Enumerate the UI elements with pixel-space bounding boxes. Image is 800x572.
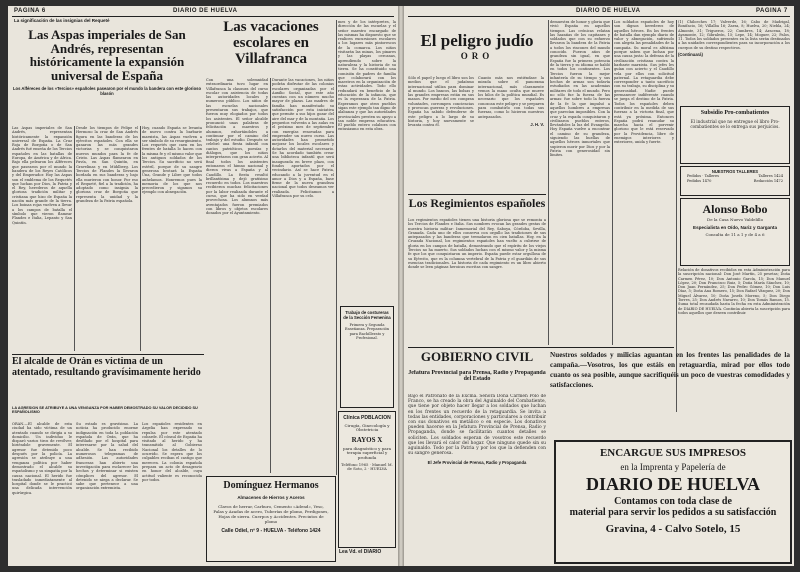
aspas-headline-block (12, 28, 202, 124)
dominguez-sub: Almacenes de Hierros y Aceros (237, 494, 305, 500)
peligro-headline-block (408, 32, 546, 72)
left-page (8, 6, 399, 566)
section-rule (12, 354, 204, 355)
regimientos-text: Los regimientos españoles tienen una historia gloriosa que se remonta a los Tercios de Flandes e Italia. Sus nombres evocan las grandes gestas de nuestra historia militar: Inmemorial del Rey, Saboya, Córdoba, Sevilla, Granada. Cada uno de ellos conserva con orgullo las tradiciones de sus antepasados y las banderas que tremolaron en cien batallas. Hoy, en la Cruzada Nacional, los regimientos españoles han vuelto a cubrirse de gloria en los campos de batalla, demostrando que el espíritu de los viejos Tercios no ha muerto. Sus soldados luchan con el mismo valor y la misma fe que los que conquistaron un imperio. España puede estar orgullosa de su Ejército, que es la columna vertebral de la Patria y el guardián de sus esencias tradicionales. La historia de cada regimiento es un libro abierto donde se leen páginas heroicas escritas con sangre. (408, 218, 546, 270)
regimientos-headline: Los Regimientos españoles (408, 197, 546, 210)
talleres-line: Pedidos · Talleres (687, 174, 719, 178)
oran-subhead-block (12, 406, 204, 420)
vacaciones-col-3 (338, 20, 396, 310)
subsidio-text: El industrial que no entregue el libro Pro-combatientes se lo entrega sus perjuicios. (690, 119, 780, 130)
gobierno-footer: El Jefe Provincial de Prensa, Radio y Propaganda (427, 460, 527, 466)
oran-col-1 (12, 422, 72, 562)
closing-block (550, 350, 790, 440)
oran-headline-block (12, 357, 204, 405)
sidebar-list-text: Relación de donativos recibidos en esta Administración para la suscripción nacional: Don José Martín, 25 pesetas; Doña Carmen Pérez, 10; Don Antonio García, 15; Don Manuel López, 20; Don Francisco Ruiz, 5; Doña María Sánchez, 10; Don Juan Fernández, 25; Don Pedro Gómez, 10; Don Luis Díaz, 5; Doña Ana Romero, 15; Don Rafael Vázquez, 20; Don Miguel Álvarez, 10; Doña Josefa Moreno, 5; Don Diego Torres, 25; Don Andrés Navarro, 10; Don Tomás Ramos, 15. Suma total recaudada hasta la fecha en esta Administración de DIARIO DE HUELVA. Continúa abierta la suscripción para todos aquellos que deseen contribuir. (678, 268, 790, 315)
ad-dominguez (206, 476, 336, 562)
right-masthead: DIARIO DE HUELVA (576, 8, 641, 14)
bobo-line: Especialista en Oído, Nariz y Garganta (693, 224, 777, 230)
diario-line4: Contamos con toda clase de (614, 495, 732, 507)
peligro-col-2 (478, 76, 544, 191)
kicker: La significación de las insignias del Requeté (14, 18, 110, 23)
bobo-hours: Consulta de 11 a 1 y de 4 a 6 (705, 231, 765, 237)
aspas-subhead: Los Alféreces de los «Tercios» españoles pasearon por el mundo la bandera con este glorioso blasón (12, 85, 202, 96)
column-divider (140, 126, 141, 351)
clinica-address: Teléfono 1965 · Manuel M. de Soto, 2 · HUELVA (341, 461, 393, 472)
regimientos-headline-block (408, 197, 546, 217)
dominguez-name: Domínguez Hermanos (223, 480, 319, 491)
section-rule (408, 347, 674, 348)
oran-body-2: Su estado es gravísimo. La noticia ha producido enorme indignación en toda la población española de Orán, que ha desfilado por el hospital para interesarse por la salud del alcalde. Se han recibido numerosos telegramas de adhesión. Las autoridades francesas han abierto una investigación para esclarecer los hechos y determinar si existen cómplices del agresor. El detenido se niega a declarar. Se sabe que pertenece a una organización extremista. (76, 422, 138, 491)
oran-col-2 (76, 422, 138, 562)
clinica-diag: para diagnóstico y para terapia superficial y profunda (343, 445, 391, 460)
gobierno-body (408, 394, 546, 548)
vacaciones-col-2 (272, 78, 334, 473)
newspaper-spread (8, 6, 794, 566)
peligro-signature: J. H. V. (530, 121, 544, 127)
regimientos-body (408, 218, 546, 344)
talleres-line: Talleres 1424 (758, 174, 783, 178)
notice-box (340, 306, 394, 408)
left-masthead: DIARIO DE HUELVA (173, 8, 238, 14)
vacaciones-body-1: Con una solemnidad extraordinaria tuvo lugar en Villafranca la clausura del curso escolar con asistencia de todas las autoridades locales y numeroso público. Los niños de las escuelas nacionales presentaron sus trabajos, que fueron muy elogiados por todos los asistentes. El señor alcalde pronunció unas palabras de felicitación a maestros y alumnos, exhortándoles a continuar por el camino del trabajo y del estudio. Después se celebró una fiesta infantil con cantos patrióticos, poesías y diálogos, que los niños interpretaron con gran acierto. Al final todos los asistentes entonaron el himno nacional y dieron vivas a España y al Caudillo. La fiesta resultó brillantísima y dejó gratísimo recuerdo en todos. Los maestros recibieron muchas felicitaciones por la labor realizada durante el curso, que ha sido en verdad provechosa. Los alumnos más aventajados fueron premiados con libros y objetos escolares donados por el Ayuntamiento. (206, 78, 268, 216)
diario-line5: material para servir los pedidos a su satisfacción (569, 507, 777, 519)
right-folio: PAGINA 7 (756, 8, 788, 14)
right-col-3-text: Los soldados españoles de hoy son dignos herederos de aquellos héroes. En los frentes de batalla dan ejemplo diario de valor y abnegación, sufriendo con alegría las penalidades de la campaña. Su moral es altísima porque saben que luchan por una causa justa: la defensa de la civilización cristiana contra la barbarie marxista. Sus jefes les guían con acierto y el Caudillo vela por ellos con solicitud paternal. La retaguardia debe corresponder a tanto sacrificio con su trabajo, su disciplina y su generosidad. Nadie puede permanecer indiferente cuando se juega el destino de la Patria. Todos los españoles deben contribuir en la medida de sus fuerzas a la victoria final, que está ya próxima. Entonces España podrá reanudar su marcha hacia el porvenir glorioso que le está reservado por la Providencia, libre de enemigos interiores y exteriores, unida y fuerte. (614, 20, 674, 145)
talleres-lines (681, 179, 789, 184)
gobierno-headline: GOBIERNO CIVIL (420, 350, 534, 364)
column-divider (612, 20, 613, 345)
header-rule (408, 16, 790, 17)
aspas-body-2: Desde los tiempos de Felipe el Hermoso la cruz de San Andrés figura en las banderas de los ejércitos españoles. Con ella se ganaron las más grandes victorias y se conquistaron nuevos mundos para la fe de Cristo. Las Aspas flamearon en Pavía, en San Quintín, en Gravelinas y en Mühlberg. Los Tercios de Flandes la llevaron bordada en sus banderas y bajo ella murieron con honor. Por eso el Requeté, fiel a la tradición, ha adoptado como insignia la gloriosa cruz de Borgoña que representa la unidad y la grandeza de la Patria española. (76, 126, 138, 204)
gobierno-subhead: Jefatura Provincial para Prensa, Radio y Propaganda del Estado (408, 370, 546, 383)
column-divider (336, 20, 337, 475)
oran-headline: El alcalde de Orán es víctima de un atentado, resultando gravísimamente herido (12, 357, 201, 378)
right-col-2-text: demuestra de honor y gloria que vivió España en aquellos tiempos. Las crónicas relatan las hazañas de los capitanes y soldados que con su esfuerzo llevaron la bandera de la Patria a todos los rincones del mundo conocido. Fueron años de grandeza sin igual, en que España fue la primera potencia de la tierra y su idioma se habló en todos los continentes. Los Tercios fueron la mejor infantería de su tiempo y sus hechos de armas son todavía estudiados en las academias militares de todo el mundo. Pero no sólo fue la fuerza de las armas: fue sobre todo la fuerza de la fe la que impulsó a aquellos hombres a empresas que parecían imposibles. Con la cruz y la espada conquistaron y civilizaron pueblos enteros, llevándoles la luz del Evangelio. Hoy España vuelve a encontrar el camino de su grandeza, siguiendo las huellas de aquellos héroes inmortales que supieron morir por Dios y por la Patria con generosidad sin límites. (550, 20, 610, 158)
talleres-line: Pedidos 1470 (687, 178, 712, 183)
vacaciones-headline: Las vacaciones escolares en Villafranca (223, 20, 319, 67)
oran-body-1: ORAN.—El alcalde de esta ciudad ha sido víctima de un atentado cuando se dirigía a su domicilio. Un individuo le disparó varios tiros de revólver, hiriéndole gravemente. El agresor fue detenido poco después por la policía. La agresión se atribuye a una venganza política por haber demostrado el alcalde su españolismo y su simpatía por la causa nacional. El herido fue trasladado inmediatamente al hospital donde se le practicó una delicada intervención quirúrgica. (12, 422, 72, 495)
talleres-title: NUESTROS TALLERES (711, 169, 759, 174)
vacaciones-col-1 (206, 78, 268, 473)
aspas-col-1 (12, 126, 72, 351)
peligro-col-1 (408, 76, 474, 191)
header-rule (12, 16, 394, 17)
sidebar-continuara: (Continuará) (678, 52, 703, 58)
sidebar-top-text: (1) Chiloeches 17; Valverde, 16; Cabo de Madrigal, Bonifacio, 16; Villalba 16; Zarza, 8; Huelva, 20; Niebla, 24; Almonte, 31; Trigueros, 22; Cumbres, 14; Aracena, 18; Ayamonte, 12; Gibraleón, 15; Lepe, 14; Moguer, 22; Palos, 11. Todos los soldados presentes en la lista serán destinados a las unidades correspondientes para su incorporación a los cuerpos de su destino respectivos. (678, 20, 790, 50)
column-divider (270, 78, 271, 473)
aspas-col-2 (76, 126, 138, 351)
ad-reader: Lea Vd. el DIARIO (339, 549, 382, 555)
aspas-col-3 (142, 126, 202, 351)
bobo-name: Alonso Bobo (702, 202, 768, 216)
diario-line3: DIARIO DE HUELVA (585, 473, 761, 494)
oran-body-3: Los españoles residentes en Argelia han expresado su repulsa por este atentado cobarde. El cónsul de España ha visitado al herido y ha transmitido al Gobierno Nacional los detalles de lo ocurrido. Se espera que los culpables reciban el castigo que merecen. La colonia española prepara un acto de desagravio en honor del alcalde, cuya actitud valiente es reconocida por todos. (142, 422, 202, 482)
gobierno-subhead-block (408, 370, 546, 392)
gobierno-headline-block (408, 350, 546, 368)
talleres-line: Redacción 1472 (753, 178, 783, 183)
aspas-body-1: Las Aspas imperiales de San Andrés, representan históricamente la expansión universal de España. La Cruz Roja de Borgoña o de San Andrés fué enseña de los Tercios españoles en las batallas de Europa, de América y de Africa. Bajo ella pelearon los Alféreces que pasearon por el mundo la bandera de los Reyes Católicos y del Emperador. Hoy las Aspas son el emblema de los Requetés que luchan por Dios, la Patria y el Rey, herederos de aquella gloriosa tradición militar y cristiana que hizo de España la nación más grande de la tierra. Los boinas rojas vuelven a llevar a los campos de batalla el símbolo que vieron flamear Flandes e Italia, Lepanto y San Quintín. (12, 126, 72, 225)
oran-col-3 (142, 422, 202, 562)
column-divider (74, 126, 75, 351)
right-col-2 (550, 20, 610, 345)
right-page (404, 6, 794, 566)
section-rule (408, 194, 546, 195)
subsidio-box (680, 106, 790, 164)
ad-clinica (338, 411, 396, 548)
clinica-services: Cirugía, Ginecología y Obstetricia (344, 423, 390, 433)
peligro-headline: El peligro judío (420, 32, 534, 50)
oran-subhead: LA AGRESION SE ATRIBUYE A UNA VENGANZA POR HABER DEMOSTRADO SU VALOR DECIDIDO SU ESPAÑOLISMO (12, 406, 198, 414)
peligro-word: ORO (460, 50, 494, 61)
left-folio: PAGINA 6 (14, 8, 46, 14)
aspas-headline: Las Aspas imperiales de San Andrés, representan históricamente la expansión universal de España (28, 28, 186, 83)
vacaciones-body-2: Durante las vacaciones, los niños podrán disfrutar de las colonias escolares organizadas por el Auxilio Social, que este año cuentan con un número mucho mayor de plazas. Las madres de familia han manifestado su satisfacción por esta iniciativa que permite a sus hijos gozar del aire del mar y de la montaña. Los pequeños volverán a las aulas en el próximo mes de septiembre con energías renovadas para emprender un nuevo curso. Las autoridades han prometido mejorar los locales escolares y dotarlos del material necesario. Se ha acordado también crear una biblioteca infantil que será inaugurada en breve plazo, con fondos aportados por el vecindario. Así se hace Patria, educando a la juventud en el amor a Dios y a España, base firme de la nueva grandeza nacional que todos deseamos ver realizada. Felicitamos a Villafranca por su celo. (272, 78, 334, 199)
bobo-sub: De la Casa Nuevo Valdelillo (707, 216, 763, 222)
ad-diario (554, 440, 792, 564)
subsidio-title: Subsidio Pro-combatientes (700, 110, 770, 116)
vacaciones-body-3: mes y de los intérpretes, la dirección de las escuelas y el señor maestro encargado de las mismas ha dispuesto que se realicen excursiones escolares a los lugares más pintorescos de la comarca. Los niños visitarán las minas, los pinares y las playas cercanas, aprendiendo sobre la naturaleza y la historia de su tierra. Se ha constituido una comisión de padres de familia que colaborará con los maestros en la organización de estas actividades. Todo ello redundará en beneficio de la educación de la infancia, que es la esperanza de la Patria. Esperamos que otros pueblos sigan este ejemplo tan digno de alabanza y que las autoridades provinciales presten su apoyo a tan noble empresa educativa. El pueblo entero colabora con entusiasmo en esta obra. (338, 20, 396, 132)
column-divider (548, 20, 549, 345)
talleres-box (680, 166, 790, 196)
diario-line2: en la Imprenta y Papelería de (620, 461, 726, 472)
notice-title: Trabajo de costureras de la Sección Femenina (343, 310, 391, 320)
dominguez-body: Clavos de herrar, Carburo, Cemento «Adend», Yeso, Palas y Azadas de acero, Tuberías de plomo, Perdigones, Hojas de sierra. Cuerpos y Accidentes. Precintos de plomo (213, 503, 329, 524)
clinica-name: Clínica PDBLACION (343, 415, 391, 421)
closing-text: Nuestros soldados y milicias aguantan en los frentes las penalidades de la campaña.—Vosotros, los que estáis en retaguardia, mirad por ellos todo cuanto os sea posible, aunque sacrifiquéis un poco de vuestras comodidades y satisfacciones. (550, 351, 790, 389)
ad-bobo (680, 198, 790, 266)
peligro-body-1: Sólo el papel y luego el libro son los medios que el judaísmo internacional utiliza para dominar al mundo. Los bancos, las bolsas y las grandes empresas están en sus manos. Por medio del oro compran voluntades, corrompen conciencias y provocan guerras y revoluciones. España ha sabido defenderse de este peligro a lo largo de su historia, y hoy nuevamente se levanta contra él. (408, 76, 474, 128)
vacaciones-headline-block (206, 20, 336, 80)
sidebar-top (678, 20, 790, 102)
aspas-body-3: Hoy, cuando España se levanta de nuevo contra la barbarie marxista, las Aspas vuelven a ser símbolo de su resurgimiento. Los requetés que caen en los frentes de batalla lo hacen con la misma fe y el mismo valor que los antiguos soldados de los Tercios. Su sacrificio no será estéril, porque de su sangre generosa brotará la España Una, Grande y Libre que todos anhelamos. Honremos pues la memoria de los que nos precedieron y sigamos su ejemplo con abnegación. (142, 126, 202, 195)
gobierno-text: Bajo el Patronato de la Excma. Señora Doña Carmen Polo de Franco, se ha creado la obra del Aguinaldo del Combatiente, que tiene por objeto hacer llegar a los soldados que luchan en los frentes un recuerdo de la retaguardia. Se invita a todas las entidades, corporaciones y particulares a contribuir con sus donativos en metálico o en especie. Los donativos pueden hacerse en la Jefatura Provincial de Prensa, Radio y Propaganda, donde se facilitarán cuantos detalles se soliciten. Los soldados esperan de vosotros este recuerdo que les llevará el calor del hogar. Que ninguno quede sin su aguinaldo. Todo por la Patria y por los que la defienden con su sangre generosa. (408, 394, 546, 457)
diario-line1: ENCARGUE SUS IMPRESOS (599, 447, 747, 459)
notice-body: Primera y Segunda Enseñanza. Preparación para Bachillerato y Profesional. (344, 323, 390, 340)
peligro-body-2: Cuanto más nos extiéndase la mirada sobre el panorama internacional, más claramente vemos la mano oculta que mueve los hilos de la política mundial. Es necesario que los españoles conozcan este peligro y se preparen para combatirlo con todas sus fuerzas, como lo hicieron nuestros antepasados. (478, 76, 544, 119)
clinica-rayos: RAYOS X (351, 435, 383, 444)
diario-line6: Gravina, 4 - Calvo Sotelo, 15 (605, 522, 741, 535)
dominguez-address: Calle Odiel, nº 9 - HUELVA - Teléfono 1424 (221, 527, 321, 534)
right-col-3 (614, 20, 674, 345)
